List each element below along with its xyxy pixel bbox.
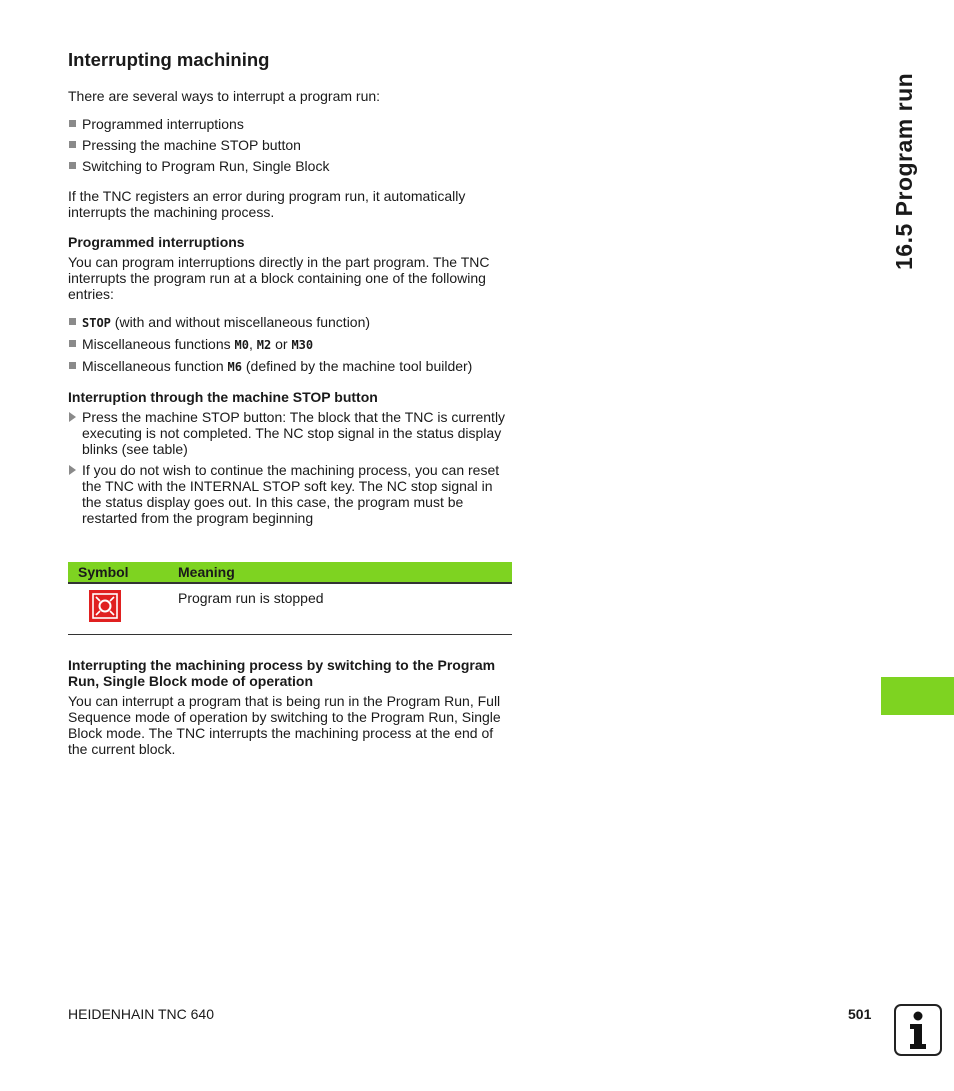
single-block-heading: Interrupting the machining process by switching to the Program Run, Single Block mode of operation [68, 657, 496, 689]
page-number: 501 [848, 1006, 872, 1022]
ways-list [68, 116, 512, 174]
code-m2: M2 [256, 338, 272, 352]
chapter-side-title: 16.5 Program run [891, 72, 917, 270]
list-item: Programmed interruptions [68, 116, 512, 132]
list-item: STOP (with and without miscellaneous function) [68, 314, 512, 331]
info-icon [894, 1004, 942, 1056]
stop-symbol-icon [89, 590, 121, 622]
section-title: Interrupting machining [68, 49, 270, 70]
main-content [68, 48, 512, 769]
list-item: Pressing the machine STOP button [68, 137, 512, 153]
meaning-cell: Program run is stopped [168, 583, 512, 635]
code-stop: STOP [82, 316, 111, 330]
col-meaning: Meaning [168, 562, 512, 583]
list-item: If you do not wish to continue the machining process, you can reset the TNC with the INTERNAL STOP soft key. The NC stop signal in the status display goes out. In this case, the program must be restarted from the program beginning [68, 462, 512, 526]
info-glyph-icon [896, 1006, 940, 1054]
intro-text: There are several ways to interrupt a program run: [68, 88, 381, 104]
list-item: Press the machine STOP button: The block that the TNC is currently executing is not completed. The NC stop signal in the status display blinks (see table) [68, 409, 512, 457]
chapter-tab [881, 677, 954, 715]
programmed-heading: Programmed interruptions [68, 234, 245, 250]
list-item: Miscellaneous function M6 (defined by the machine tool builder) [68, 358, 512, 375]
stop-steps-list [68, 409, 512, 526]
col-symbol: Symbol [68, 562, 168, 583]
list-item: Miscellaneous functions M0, M2 or M30 [68, 336, 512, 353]
symbol-cell [68, 583, 168, 635]
code-m6: M6 [227, 360, 242, 374]
single-block-text: You can interrupt a program that is being run in the Program Run, Full Sequence mode of operation by switching to the Program Run, Single Block mode. The TNC interrupts the machining process at the end of the current block. [68, 693, 501, 757]
error-text: If the TNC registers an error during program run, it automatically interrupts the machining process. [68, 188, 466, 220]
code-m0: M0 [234, 338, 249, 352]
stop-button-heading: Interruption through the machine STOP button [68, 389, 378, 405]
list-item: Switching to Program Run, Single Block [68, 158, 512, 174]
symbol-table [68, 562, 512, 635]
footer-product: HEIDENHAIN TNC 640 [68, 1006, 215, 1022]
table-row [68, 583, 512, 635]
programmed-list [68, 314, 512, 375]
programmed-text: You can program interruptions directly in the part program. The TNC interrupts the program run at a block containing one of the following entries: [68, 254, 490, 302]
code-m30: M30 [291, 338, 314, 352]
